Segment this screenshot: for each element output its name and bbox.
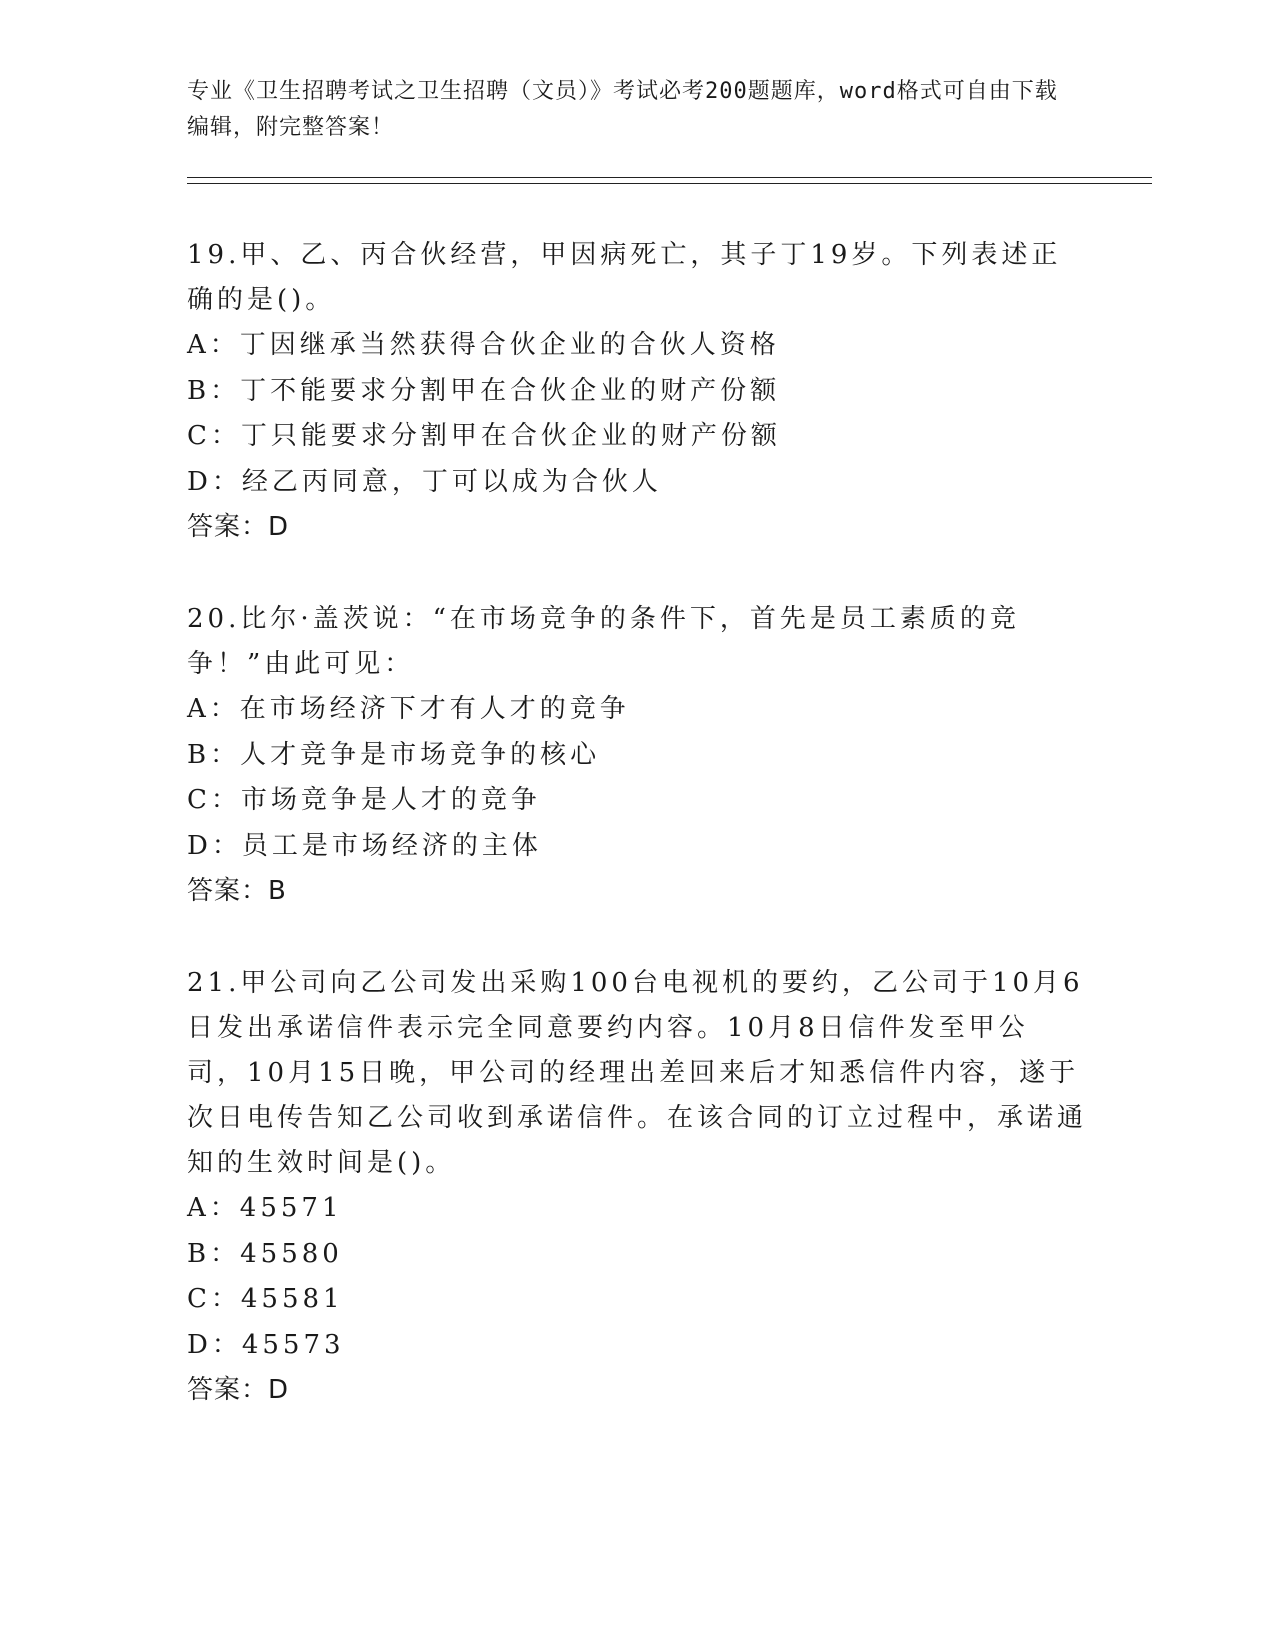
question-19 bbox=[187, 233, 1087, 551]
option-a: A：在市场经济下才有人才的竞争 bbox=[187, 694, 630, 724]
question-text: 20.比尔·盖茨说：“在市场竞争的条件下，首先是员工素质的竞争！”由此可见： bbox=[187, 604, 1020, 679]
answer: 答案：D bbox=[187, 512, 290, 542]
answer: 答案：B bbox=[187, 876, 287, 906]
question-21 bbox=[187, 961, 1087, 1414]
option-a: A：45571 bbox=[187, 1193, 343, 1223]
question-20 bbox=[187, 597, 1087, 915]
question-text: 21.甲公司向乙公司发出采购100台电视机的要约，乙公司于10月6日发出承诺信件表示完全同意要约内容。10月8日信件发至甲公司，10月15日晚，甲公司的经理出差回来后才知悉信件内容，遂于次日电传告知乙公司收到承诺信件。在该合同的订立过程中，承诺通知的生效时间是()。 bbox=[187, 968, 1088, 1178]
option-c: C：丁只能要求分割甲在合伙企业的财产份额 bbox=[187, 421, 781, 451]
question-text: 19.甲、乙、丙合伙经营，甲因病死亡，其子丁19岁。下列表述正确的是()。 bbox=[187, 240, 1062, 315]
option-c: C：45581 bbox=[187, 1284, 344, 1314]
option-d: D：经乙丙同意，丁可以成为合伙人 bbox=[187, 466, 662, 497]
option-d: D：45573 bbox=[187, 1329, 345, 1360]
document-header: 专业《卫生招聘考试之卫生招聘（文员）》考试必考200题题库，word格式可自由下载编辑，附完整答案！ bbox=[187, 79, 1058, 140]
option-c: C：市场竞争是人才的竞争 bbox=[187, 785, 541, 815]
answer: 答案：D bbox=[187, 1375, 290, 1405]
option-b: B：丁不能要求分割甲在合伙企业的财产份额 bbox=[187, 375, 781, 406]
option-a: A：丁因继承当然获得合伙企业的合伙人资格 bbox=[187, 330, 780, 360]
option-d: D：员工是市场经济的主体 bbox=[187, 830, 542, 861]
option-b: B：人才竞争是市场竞争的核心 bbox=[187, 739, 601, 770]
header-divider-top bbox=[187, 177, 1152, 178]
option-b: B：45580 bbox=[187, 1238, 343, 1269]
header-divider-bottom bbox=[187, 183, 1152, 184]
